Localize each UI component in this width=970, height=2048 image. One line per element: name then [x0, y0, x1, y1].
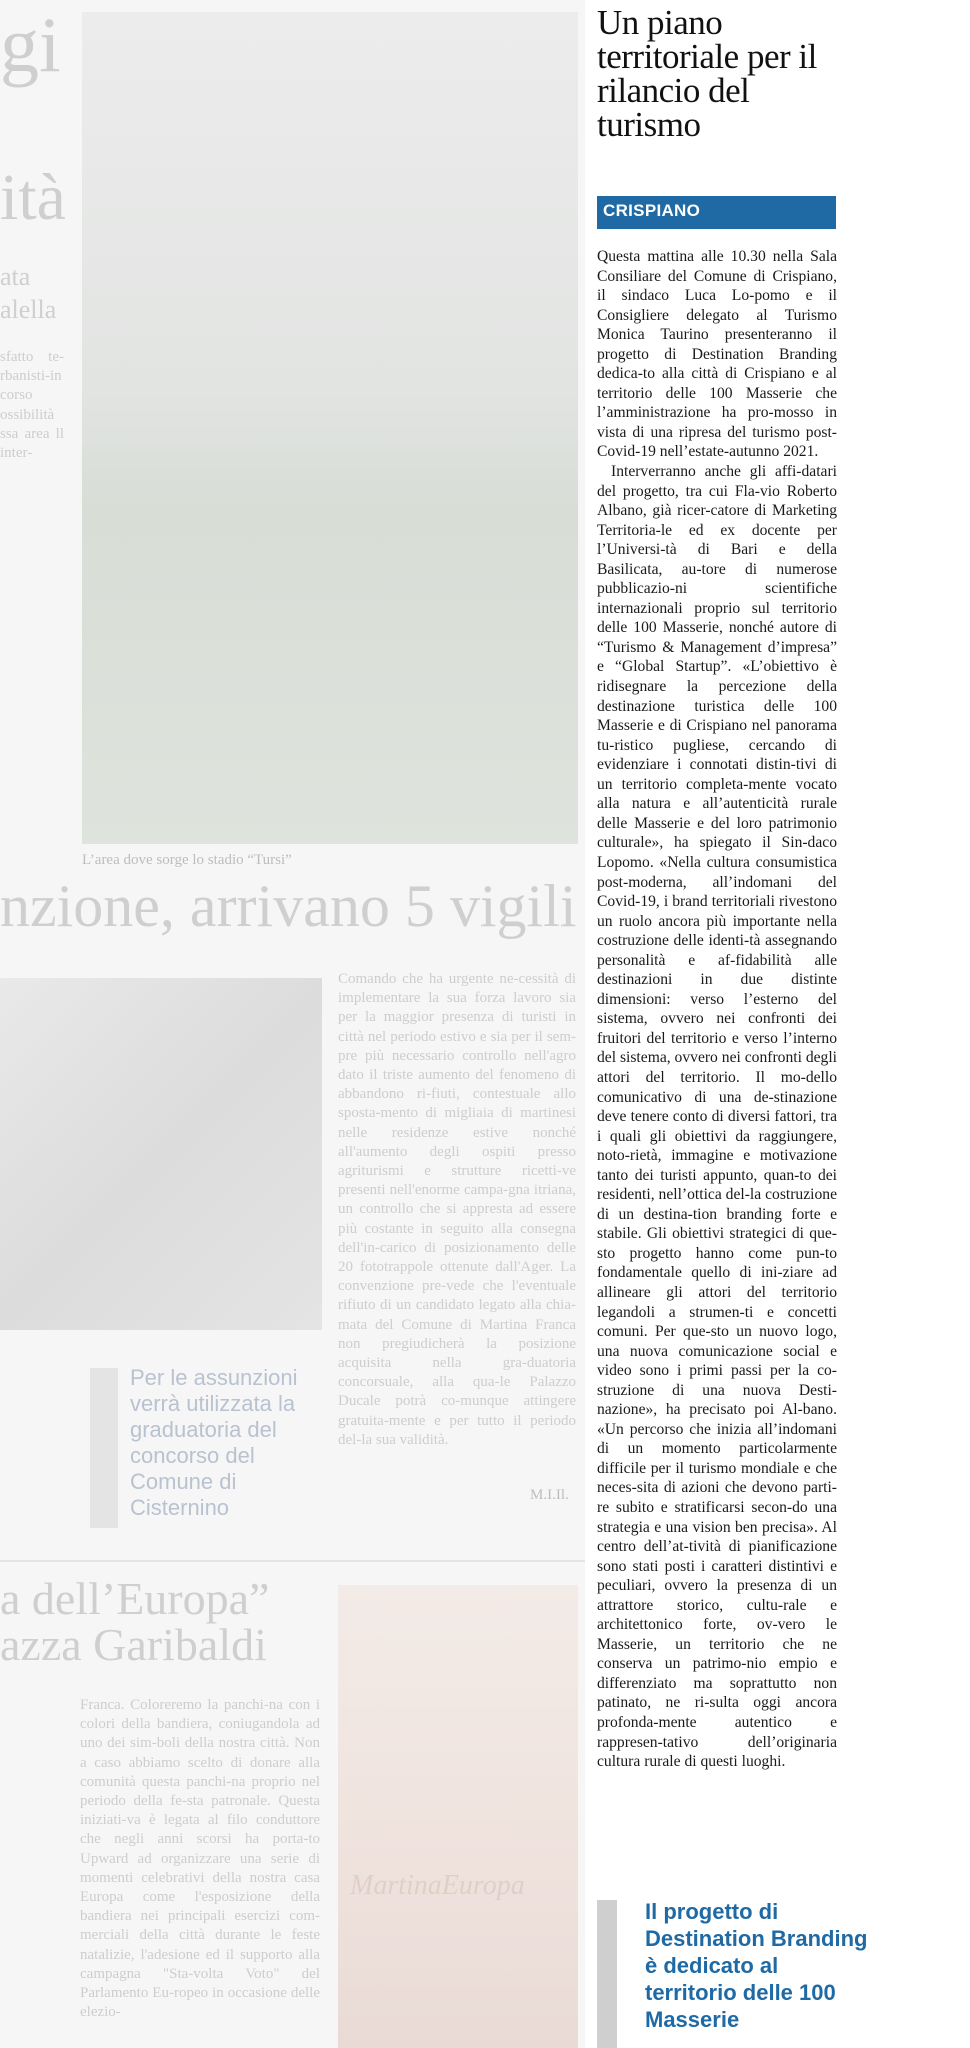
article-body: [597, 247, 837, 1772]
bg-signature: M.I.Il.: [530, 1487, 569, 1503]
bg-quote-rule: [90, 1368, 118, 1528]
bg-poster-title: MartinaEuropa: [350, 1870, 525, 1901]
section-label-bar: [597, 196, 836, 229]
section-label: CRISPIANO: [603, 201, 701, 220]
bg-headline-top-2: ità: [0, 161, 66, 234]
bg-sub-2: alella: [0, 295, 57, 324]
article-paragraph-2: Interverranno anche gli affi-datari del progetto, tra cui Fla-vio Roberto Albano, già ricer-catore di Marketing Territoria-le ed ex docente per l’Universi-tà di Bari e della Basilicata, au-tore di numerose pubblicazio-ni scientifiche internazionali proprio sul territorio delle 100 Masserie, nonché autore di “Turismo & Management d’impresa” e “Global Startup”. «L’obiettivo è ridisegnare la percezione della destinazione turistica delle 100 Masserie e di Crispiano nel panorama tu-ristico pugliese, cercando di evidenziare i connotati distin-tivi di un territorio completa-mente vocato alla natura e all’autenticità rurale delle Masserie e del loro patrimonio culturale», ha spiegato il Sin-daco Lopomo. «Nella cultura consumistica post-moderna, all’indomani del Covid-19, i brand territoriali rivestono un ruolo ancora più importante nella costruzione delle identi-tà assegnando personalità e af-fidabilità alle destinazioni in due distinte dimensioni: verso l’esterno del sistema, ovvero nei confronti dei fruitori del territorio e verso l’interno del sistema, ovvero nei confronti degli attori del territorio. Il mo-dello comunicativo di una de-stinazione deve tenere conto di diversi fattori, tra i quali gli obiettivi da raggiungere, noto-rietà, immagine e motivazione tanto dei turisti appunto, quan-to dei residenti, nell’ottica del-la costruzione di un destina-tion branding forte e stabile. Gli obiettivi strategici di que-sto progetto hanno come pun-to fondamentale quello di ini-ziare ad allineare gli attori del territorio legandoli a strumen-ti e concetti comuni. Per que-sto un nuovo logo, una nuova comunicazione social e video sono i primi passi per la co-struzione di una nuova Desti-nazione», ha precisato poi Al-bano. «Un percorso che inizia all’indomani di un momento particolarmente difficile per il turismo mondiale e che neces-sita di azioni che devono parti-re subito e stratificarsi secon-do una strategia e una vision ben precisa». Al centro dell’at-tività di pianificazione sono stati posti i caratteri distintivi e peculiari, ovvero la presenza di un attrattore storico, cultu-rale e architettonico forte, ov-vero le Masserie, un territorio che ne conserva un patrimo-nio empio e differenziato ma soprattutto non patinato, ne ri-sulta oggi ancora profonda-mente autentico e rappresen-tativo dell’originaria cultura rurale di questi luoghi.: [597, 463, 837, 1771]
bg-headline-top-1: gi: [0, 1, 61, 88]
bg-headline-mid: nzione, arrivano 5 vigili: [0, 873, 577, 939]
bg-photo-caption: L’area dove sorge lo stadio “Tursi”: [82, 852, 292, 868]
bg-col-right-mid: Comando che ha urgente ne-cessità di implementare la sua forza lavoro sia per la maggior presenza di turisti in città nel periodo estivo e sia per il sem-pre più necessario controllo nell'agro dato il triste aumento del fenomeno di abbandono ri-fiuti, contestuale allo sposta-mento di migliaia di martinesi nelle residenze estive nonché all'aumento degli ospiti presso agriturismi e strutture ricetti-ve presenti nell'enorme campa-gna itriana, un controllo che si appresta ad essere più costante in seguito alla consegna dell'in-carico di posizionamento delle 20 fototrappole ottenute dall'Ager. La convenzione pre-vede che l'eventuale rifiuto di un candidato legato alla chia-mata del Comune di Martina Franca non pregiudicherà la posizione acquisita nella gra-duatoria concorsuale, alla qua-le Palazzo Ducale potrà co-munque attingere gratuita-mente e per tutto il periodo del-la sua validità.: [338, 971, 576, 1448]
bg-col-low-mid: Franca. Coloreremo la panchi-na con i colori della bandiera, coniugandola ad uno dei sim-boli della nostra città. Non a caso abbiamo scelto di donare alla comunità questa panchi-na proprio nel periodo della fe-sta patronale. Questa iniziati-va è legata al filo conduttore che negli anni scorsi ha porta-to Upward ad organizzare una serie di momenti celebrativi della nostra casa Europa come l'esposizione della bandiera nei principali esercizi com-merciali della città durante le feste natalizie, l'adesione ed il supporto alla campagna "Sta-volta Voto" del Parlamento Eu-ropeo in occasione delle elezio-: [80, 1697, 320, 2021]
bg-pull-quote: Per le assunzioni verrà utilizzata la graduatoria del concorso del Comune di Cisternino: [130, 1365, 298, 1520]
bg-section-rule: [0, 1560, 585, 1562]
bg-headline-low-2: azza Garibaldi: [0, 1619, 267, 1670]
building-photo: [0, 978, 322, 1330]
stadium-photo: [82, 12, 578, 844]
article-title: Un piano territoriale per il rilancio del turismo: [597, 3, 817, 144]
bg-headline-low-1: a dell’Europa”: [0, 1573, 270, 1624]
article-paragraph-1: Questa mattina alle 10.30 nella Sala Consiliare del Comune di Crispiano, il sindaco Luca Lo-pomo e il Consigliere delegato al Turismo Monica Taurino presenteranno il progetto di Destination Branding dedica-to alla città di Crispiano e al territorio delle 100 Masserie che l’amministrazione ha pro-mosso in vista di una ripresa del turismo post-Covid-19 nell’estate-autunno 2021.: [597, 248, 837, 461]
bg-sub-1: ata: [0, 262, 31, 291]
pull-quote-bar: [597, 1900, 617, 2048]
poster-image: [338, 1585, 578, 2048]
bg-col-left-upper: sfatto te-rbanisti-in corso ossibilità ssa area ll inter-: [0, 349, 64, 462]
pull-quote: Il progetto di Destination Branding è dedicato al territorio delle 100 Masserie: [645, 1899, 868, 2032]
